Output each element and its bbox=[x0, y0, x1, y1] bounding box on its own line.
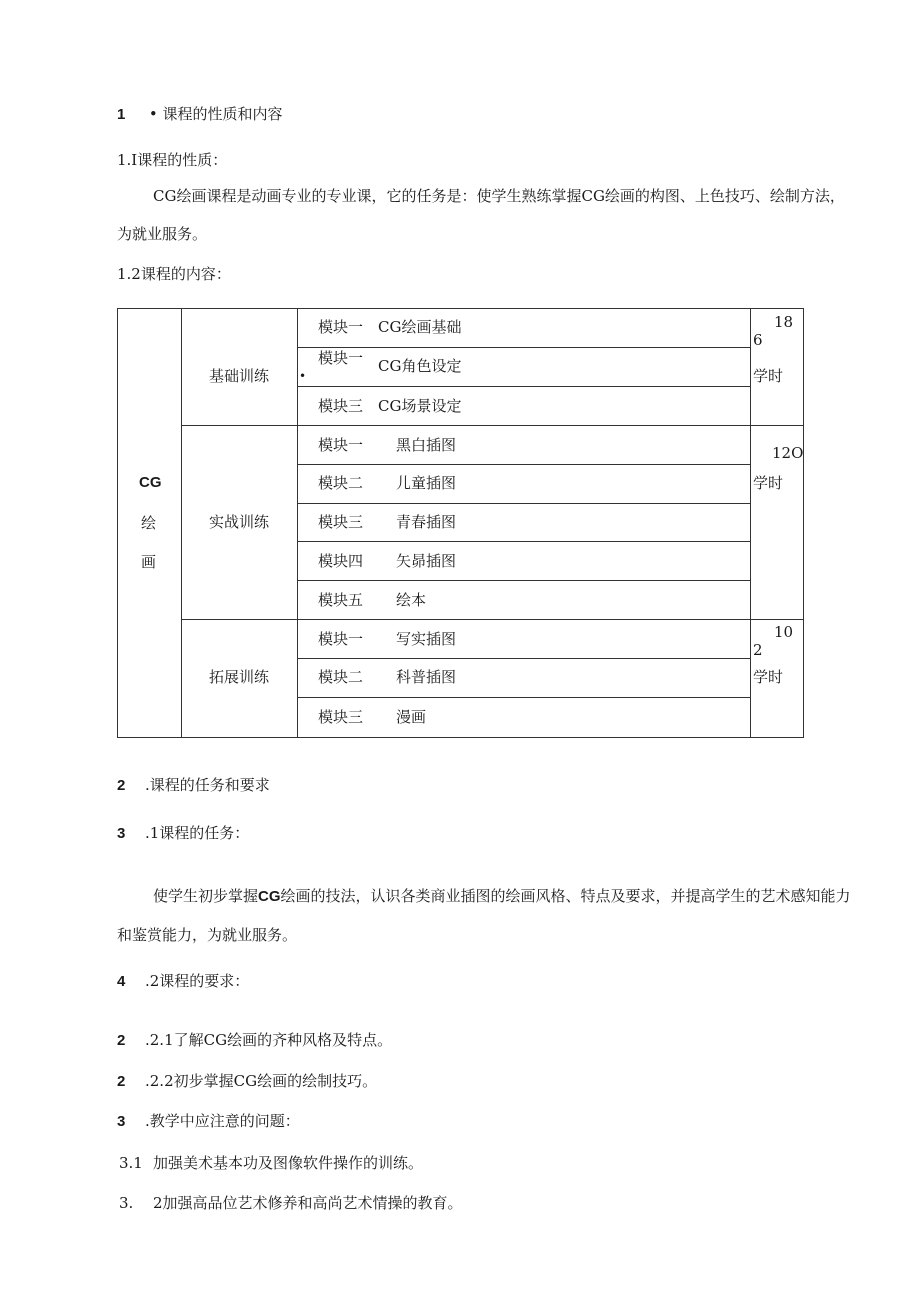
section-1-bullet: • bbox=[148, 105, 158, 123]
section-2-number: 2 bbox=[117, 777, 126, 794]
hours-basic-unit: 学时 bbox=[753, 367, 784, 385]
module-label: 模块三 bbox=[318, 513, 364, 531]
module-title: 写实插图 bbox=[396, 630, 457, 648]
module-title: CG角色设定 bbox=[378, 357, 462, 375]
group-name-practice: 实战训练 bbox=[209, 513, 270, 531]
module-label: 模块二 bbox=[318, 668, 364, 686]
section-3-heading bbox=[117, 1111, 300, 1132]
section-1-title: 课程的性质和内容 bbox=[162, 105, 283, 123]
hours-extension-mid: 2 bbox=[753, 641, 763, 659]
group-name-basic: 基础训练 bbox=[209, 367, 270, 385]
module-label: 模块一 bbox=[318, 349, 364, 367]
module-title: 青春插图 bbox=[396, 513, 457, 531]
table-subject-char-2: 画 bbox=[141, 553, 157, 571]
hours-practice-unit: 学时 bbox=[753, 474, 784, 492]
section-2-2-number: 4 bbox=[117, 973, 126, 990]
hours-basic-top: 18 bbox=[774, 313, 794, 331]
section-3-number: 3 bbox=[117, 1113, 126, 1130]
section-2-2-2-title: .2.2初步掌握CG绘画的绘制技巧。 bbox=[145, 1072, 378, 1090]
section-3-1-title: 加强美术基本功及图像软件操作的训练。 bbox=[153, 1154, 424, 1172]
table-subject-cg: CG bbox=[139, 474, 162, 491]
module-label: 模块一 bbox=[318, 630, 364, 648]
section-2-1-paragraph: 使学生初步掌握CG绘画的技法，认识各类商业插图的绘画风格、特点及要求，并提高学生的艺术感知能力和鉴赏能力，为就业服务。 bbox=[117, 887, 851, 944]
section-3-2-number: 3. bbox=[119, 1194, 134, 1212]
section-2-2-1-number: 2 bbox=[117, 1032, 126, 1049]
section-3-1-number: 3.1 bbox=[119, 1154, 143, 1172]
section-2-1-title: .1课程的任务： bbox=[145, 824, 250, 842]
module-label: 模块三 bbox=[318, 708, 364, 726]
module-title: 科普插图 bbox=[396, 668, 457, 686]
module-title: 矢昴插图 bbox=[396, 552, 457, 570]
module-title: 儿童插图 bbox=[396, 474, 457, 492]
module-label: 模块二 bbox=[318, 474, 364, 492]
section-2-2-2-number: 2 bbox=[117, 1073, 126, 1090]
section-3-2-title: 2加强高品位艺术修养和高尚艺术情操的教育。 bbox=[153, 1194, 463, 1212]
section-3-1-item bbox=[119, 1153, 423, 1173]
module-title: 漫画 bbox=[396, 708, 427, 726]
module-title: 黑白插图 bbox=[396, 436, 457, 454]
module-label: 模块一 bbox=[318, 436, 364, 454]
module-label: 模块三 bbox=[318, 397, 364, 415]
section-1-2-heading: 1.2课程的内容： bbox=[117, 265, 231, 283]
module-title: CG场景设定 bbox=[378, 397, 462, 415]
section-3-2-item bbox=[119, 1193, 463, 1213]
hours-extension-unit: 学时 bbox=[753, 668, 784, 686]
section-2-2-heading bbox=[117, 971, 249, 992]
section-2-1-heading bbox=[117, 823, 249, 844]
hours-practice-top: 12O bbox=[772, 444, 804, 462]
section-2-2-2-item bbox=[117, 1071, 377, 1092]
section-1-heading bbox=[117, 104, 283, 125]
section-1-number: 1 bbox=[117, 106, 126, 123]
module-title: CG绘画基础 bbox=[378, 318, 462, 336]
hours-extension-top: 10 bbox=[774, 623, 794, 641]
hours-basic-mid: 6 bbox=[753, 331, 763, 349]
section-2-heading bbox=[117, 775, 270, 796]
section-2-2-title: .2课程的要求： bbox=[145, 972, 250, 990]
bullet-mark: • bbox=[299, 369, 307, 383]
section-2-title: .课程的任务和要求 bbox=[145, 776, 270, 794]
section-2-2-1-item bbox=[117, 1030, 392, 1051]
course-content-table bbox=[117, 308, 804, 738]
section-3-title: .教学中应注意的问题： bbox=[145, 1112, 300, 1130]
group-name-extension: 拓展训练 bbox=[209, 668, 270, 686]
module-label: 模块四 bbox=[318, 552, 364, 570]
module-label: 模块一 bbox=[318, 318, 364, 336]
table-subject-char-1: 绘 bbox=[141, 514, 157, 532]
section-2-2-1-title: .2.1了解CG绘画的齐种风格及特点。 bbox=[145, 1031, 393, 1049]
module-title: 绘本 bbox=[396, 591, 427, 609]
section-1-1-paragraph: CG绘画课程是动画专业的专业课，它的任务是：使学生熟练掌握CG绘画的构图、上色技巧、绘制方法，为就业服务。 bbox=[117, 187, 845, 243]
module-label: 模块五 bbox=[318, 591, 364, 609]
section-2-1-number: 3 bbox=[117, 825, 126, 842]
section-1-1-heading: 1.I课程的性质： bbox=[117, 151, 228, 169]
